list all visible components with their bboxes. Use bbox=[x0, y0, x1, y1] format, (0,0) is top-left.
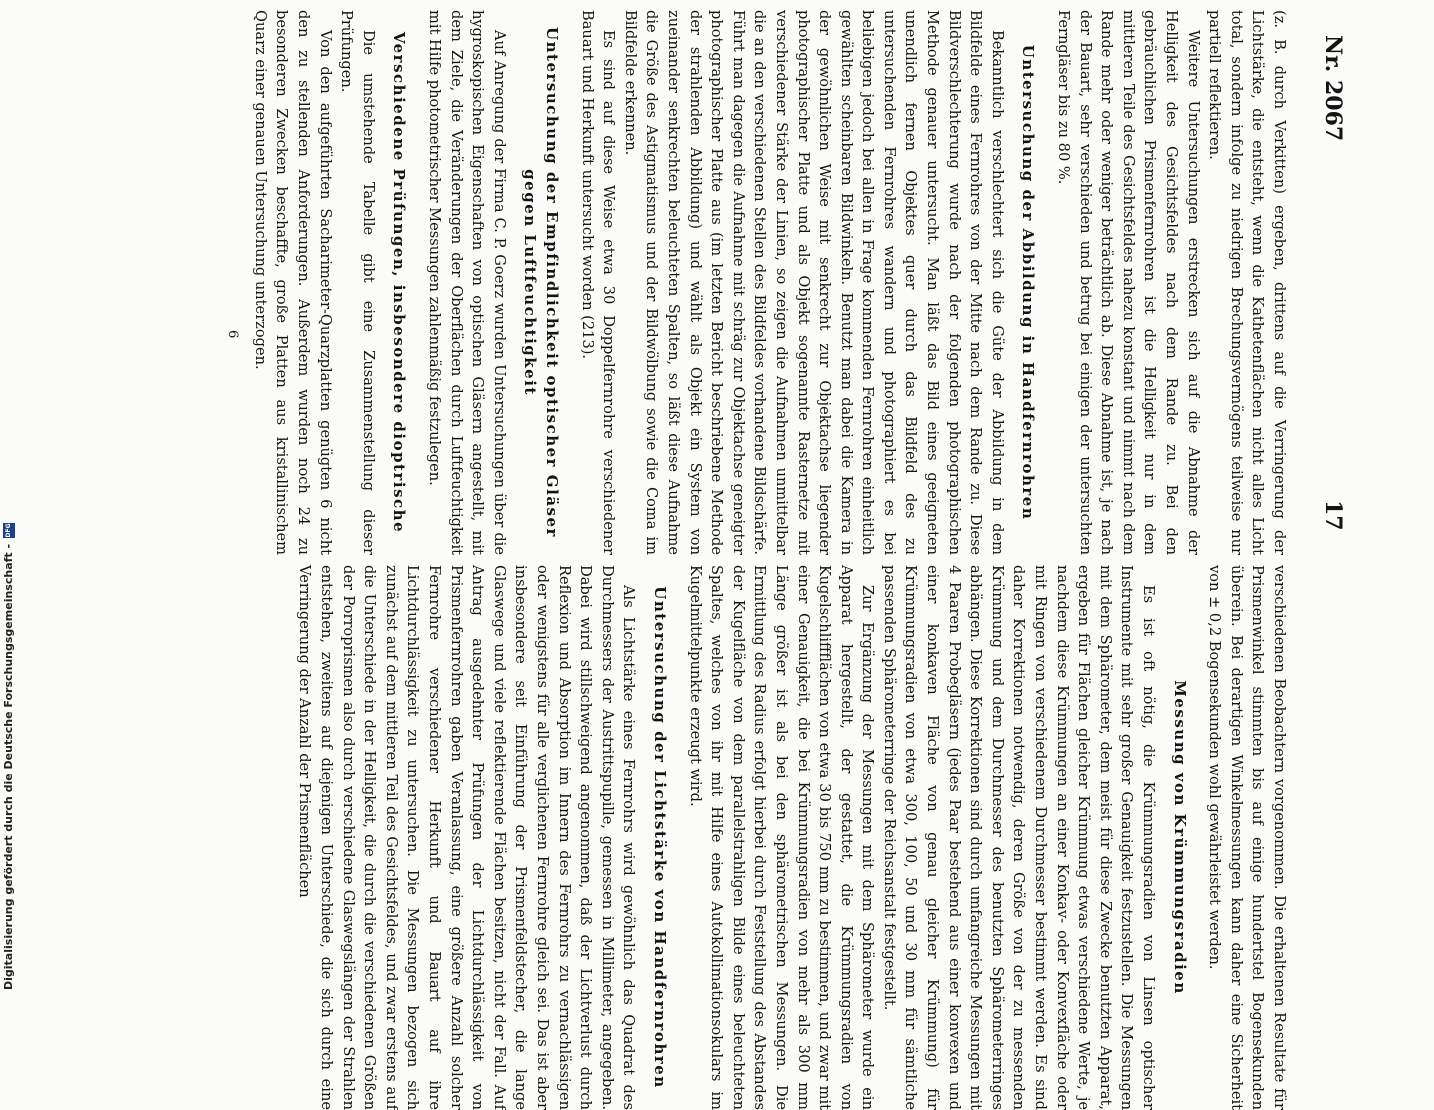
section-heading: Messung von Krümmungsradien bbox=[1170, 680, 1189, 995]
paragraph: Auf Anregung der Firma C. P. Goerz wurden Untersuchungen über die hygroskopischen Eigenschaften von optischen Gläsern angestellt, mit dem Ziele, die Veränderungen der Oberflächen durch Luftfeuchtigkeit mit Hilfe photometrischer Messungen zahlenmäßig festzulegen. bbox=[426, 10, 508, 555]
paragraph: Die umstehende Tabelle gibt eine Zusammenstellung dieser Prüfungen. bbox=[338, 10, 377, 555]
paragraph: Weitere Untersuchungen erstrecken sich auf die Abnahme der Helligkeit des Gesichtsfeldes nach dem Rande zu. Bei den gebräuchlichen Prismenfernrohren ist die Helligkeit nur in dem mittleren Teile des Gesichtsfeldes nahezu konstant und nimmt nach dem Rande mehr oder weniger beträchtlich ab. Diese Abnahme ist, je nach der Bauart, sehr verschieden und betrug bei einigen der untersuchten Ferngläser bis zu 80 %. bbox=[1055, 10, 1202, 555]
right-column bbox=[294, 565, 1290, 1110]
paragraph: verschiedenen Beobachtern vorgenommen. Die erhaltenen Resultate für Prismenwinkel stimmten bis auf einige hundertstel Bogensekunden überein. Bei derartigen Winkelmessungen kann daher eine Sicherheit von ± 0,2 Bogensekunden wohl gewährleistet werden. bbox=[1206, 565, 1288, 1110]
paragraph: Es sind auf diese Weise etwa 30 Doppelfernrohre verschiedener Bauart und Herkunft untersucht worden (213). bbox=[578, 10, 618, 555]
section-heading: Verschiedene Prüfungen, insbesondere dioptrische bbox=[390, 31, 409, 534]
paragraph: Zur Ergänzung der Messungen mit dem Sphärometer wurde ein Apparat hergestellt, der gestattet, die Krümmungsradien von Kugelschliffflächen von etwa 30 bis 750 mm zu bestimmen, und zwar mit einer Genauigkeit, die bei Krümmungsradien von mehr als 300 mm Länge größer ist als bei den sphärometrischen Messungen. Die Ermittlung des Radius erfolgt hierbei durch Feststellung des Abstandes der Kugelfläche von dem parallelstrahligen Bilde eines beleuchteten Spaltes, welches von ihr mit Hilfe eines Autokollimationsokulars im Kugelmittelpunkte erzeugt wird. bbox=[686, 565, 877, 1110]
paragraph: Bekanntlich verschlechtert sich die Güte der Abbildung in dem Bildfelde eines Fernrohres von der Mitte nach dem Rande zu. Diese Bildverschlechterung wurde nach der folgenden photographischen Methode genauer untersucht. Man läßt das Bild eines geeigneten unendlich fernen Objektes quer durch das Bildfeld des zu untersuchenden Fernrohres wandern und photographiert es bei beliebigen jedoch bei allen in Frage kommenden Fernrohren einheitlich gewählten scheinbaren Bildwinkeln. Benutzt man dabei die Kamera in der gewöhnlichen Weise mit senkrecht zur Objektachse liegender photographischer Platte und als Objekt sogenannte Rasternetze mit verschiedener Stärke der Linien, so zeigen die Aufnahmen unmittelbar die an den verschiedenen Stellen des Bildfeldes vorhandene Bildschärfe. Führt man dagegen die Aufnahme mit schräg zur Objektachse geneigter photographischer Platte aus (im letzten Bericht beschriebene Methode der strahlenden Abbildung) und wählt als Objekt ein System von zueinander senkrechten beleuchteten Spalten, so läßt diese Aufnahme die Größe des Astigmatismus und der Bildwölbung sowie die Coma im Bildfelde erkennen. bbox=[621, 10, 1006, 555]
paragraph: Es ist oft nötig, die Krümmungsradien von Linsen optischer Instrumente mit sehr großer Genauigkeit festzustellen. Die Messungen mit dem Sphärometer, dem meist für diese Zwecke benutzten Apparat, ergeben für Flächen gleicher Krümmung etwas verschiedene Werte, je nachdem diese Krümmungen an einer Konkav- oder Konvexfläche oder mit Ringen von verschiedenem Durchmesser bestimmt werden. Es sind daher Korrektionen notwendig, deren Größe von der zu messenden Krümmung und dem Durchmesser des benutzten Sphärometerringes abhängen. Diese Korrektionen sind durch umfangreiche Messungen mit 4 Paaren Probegläsern (jedes Paar bestehend aus einer konvexen und einer konkaven Fläche von genau gleicher Krümmung) für Krümmungsradien von etwa 300, 100, 50 und 30 mm für sämtliche passenden Sphärometerringe der Reichsanstalt festgestellt. bbox=[880, 565, 1158, 1110]
digitization-note bbox=[2, 0, 15, 990]
section-heading: Untersuchung der Lichtstärke von Handfernrohren bbox=[650, 586, 669, 1089]
rotated-page bbox=[180, 0, 1360, 1110]
page-number: 17 bbox=[1320, 500, 1346, 531]
digitization-note-text: Digitalisierung gefördert durch die Deutsche Forschungsgemeinschaft - bbox=[2, 543, 15, 990]
paragraph: (z. B. durch Verkitten) ergeben, drittens auf die Verringerung der Lichtstärke, die entsteht, wenn die Kathetenflächen nicht alles Licht total, sondern infolge zu niedrigen Brechungsvermögens teilweise nur partiell reflektieren. bbox=[1206, 10, 1288, 555]
dfg-logo-icon: DFG bbox=[3, 523, 15, 538]
page-marker: 6 bbox=[225, 330, 240, 339]
section-heading: Untersuchung der Abbildung in Handfernrohren bbox=[1019, 44, 1038, 521]
left-column bbox=[249, 10, 1290, 555]
paragraph: Als Lichtstärke eines Fernrohrs wird gewöhnlich das Quadrat des Durchmessers der Austrittspupille, gemessen in Millimeter, angegeben. Dabei wird stillschweigend angenommen, daß der Lichtverlust durch Reflexion und Absorption im Innern des Fernrohrs zu vernachlässigen oder wenigstens für alle verglichenen Fernrohre gleich sei. Das ist aber insbesondere seit Einführung der Prismenfeldstecher, die lange Glaswege und viele reflektierende Flächen besitzen, nicht der Fall. Auf Antrag ausgedehnter Prüfungen der Lichtdurchlässigkeit von Prismenfernrohren gaben Veranlassung, eine größere Anzahl solcher Fernrohre verschiedener Herkunft und Bauart auf ihre Lichtdurchlässigkeit zu untersuchen. Die Messungen bezogen sich zunächst auf dem mittleren Teil des Gesichtsfeldes, und zwar erstens auf die Unterschiede in der Helligkeit, die durch die verschiedenen Größen der Porroprismen also durch verschiedene Glaswegslängen der Strahlen entstehen, zweitens auf diejenigen Unterschiede, die sich durch eine Verringerung der Anzahl der Prismenflächen bbox=[296, 565, 638, 1110]
document-number: Nr. 2067 bbox=[1320, 35, 1346, 142]
paragraph: Von den aufgeführten Sacharimeter-Quarzplatten genügten 6 nicht den zu stellenden Anforderungen. Außerdem wurden noch 24 zu besonderen Zwecken beschaffte, große Platten aus kristallinischem Quarz einer genauen Untersuchung unterzogen. bbox=[251, 10, 334, 555]
section-heading: Untersuchung der Empfindlichkeit optischer Gläser gegen Luftfeuchtigkeit bbox=[521, 27, 561, 538]
